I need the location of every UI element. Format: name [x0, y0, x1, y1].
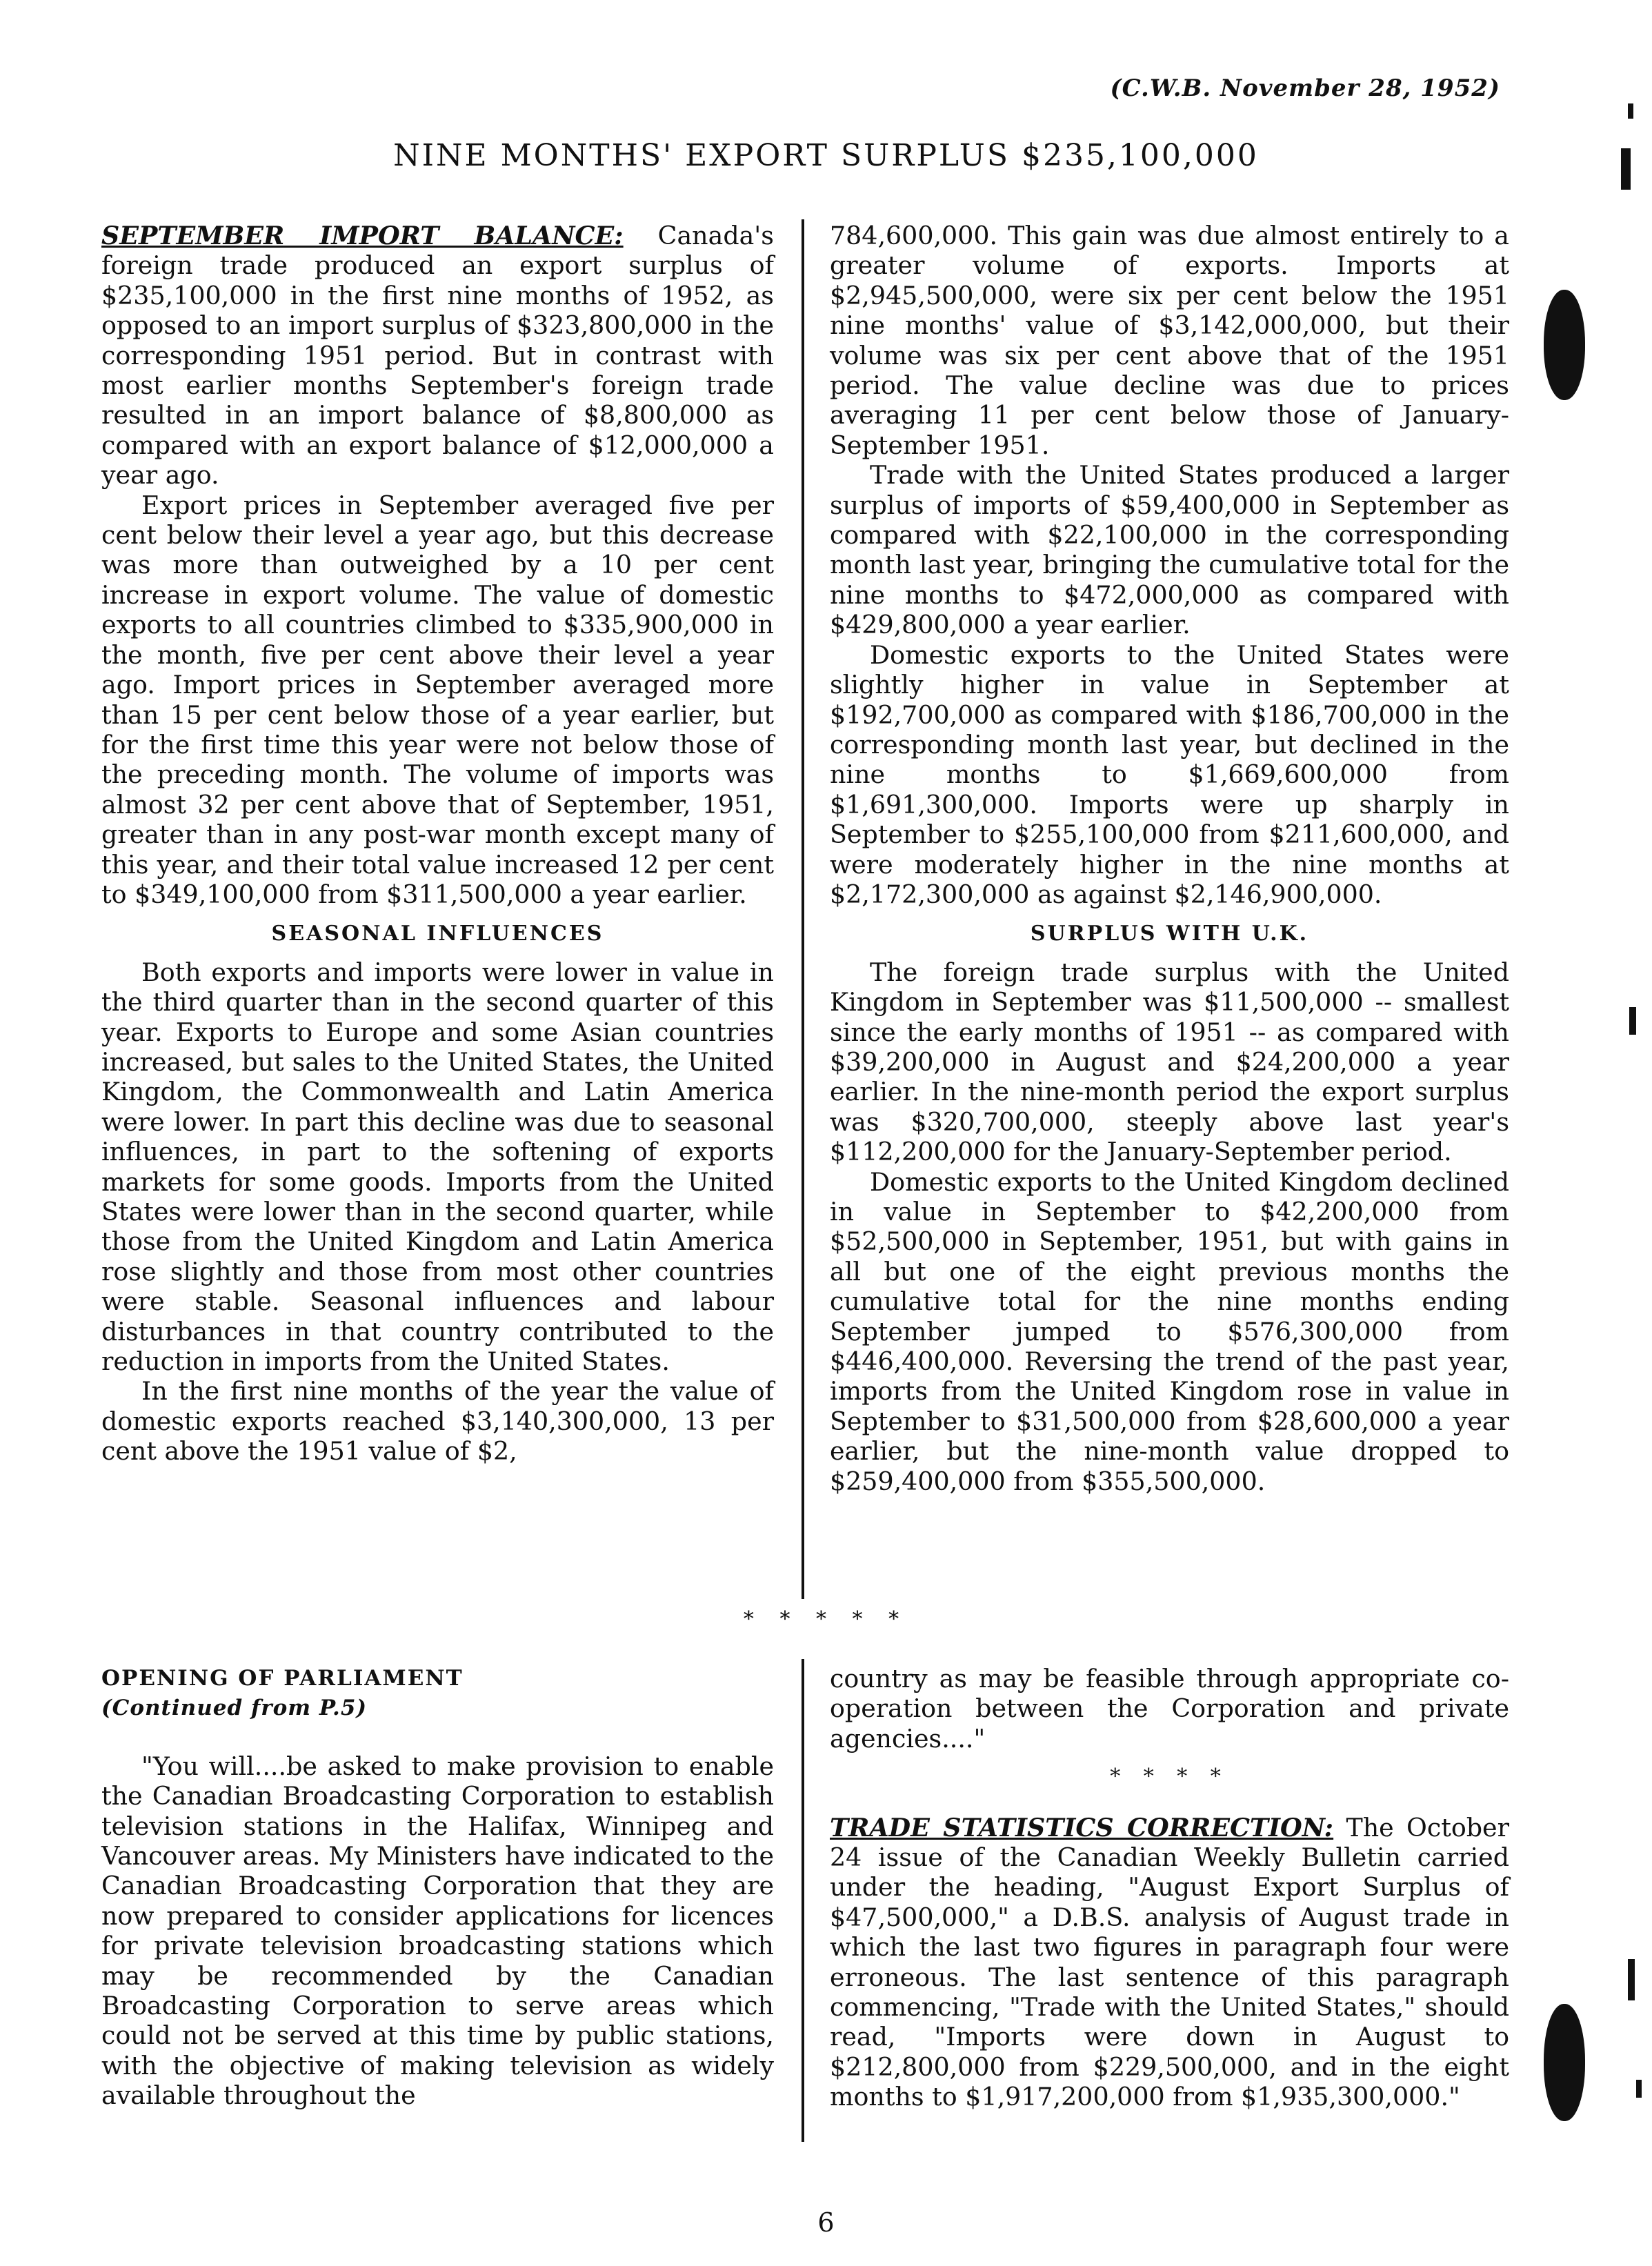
paragraph: The foreign trade surplus with the United Kingdom in September was $11,500,000 -- smallest since the early months of 1951 -- as compared with $39,200,000 in August and $24,200,000 a year earlier. In the nine-month period the export surplus was $320,700,000, steeply above last year's $112,200,000 for the January-September period. [830, 957, 1509, 1167]
section-separator: * * * * [1110, 1765, 1229, 1789]
paragraph: Domestic exports to the United States were slightly higher in value in September at $192,700,000 as compared with $186,700,000 in the corresponding month last year, but declined in the nine months to $1,669,600,000 from $1,691,300,000. Imports were up sharply in September to $255,100,000 from $211,600,000, and were moderately higher in the nine months at $2,172,300,000 as against $2,146,900,000. [830, 639, 1509, 909]
paragraph-text: Canada's foreign trade produced an export surplus of $235,100,000 in the first nine months of 1952, as opposed to an import surplus of $323,800,000 in the corresponding 1951 period. But in contrast with most earlier months September's foreign trade resulted in an import balance of $8,800,000 as compared with an export balance of $12,000,000 a year ago. [101, 221, 774, 490]
lead-heading: TRADE STATISTICS CORRECTION: [830, 1812, 1334, 1842]
paragraph: In the first nine months of the year the value of domestic exports reached $3,140,300,000, 13 per cent above the 1951 value of $2, [101, 1376, 774, 1467]
scan-mark [1628, 1959, 1635, 2000]
article-left-column [101, 221, 774, 1467]
paragraph: Both exports and imports were lower in value in the third quarter than in the second quarter of this year. Exports to Europe and some Asian countries increased, but sales to the United States, the United Kingdom, the Commonwealth and Latin America were lower. In part this decline was due to seasonal influences, in part to the softening of exports markets for some goods. Imports from the United States were lower than in the second quarter, while those from the United Kingdom and Latin America rose slightly and those from most other countries were stable. Seasonal influences and labour disturbances in that country contributed to the reduction in imports from the United States. [101, 957, 774, 1377]
subheading: SEASONAL INFLUENCES [271, 922, 604, 946]
paragraph: Domestic exports to the United Kingdom declined in value in September to $42,200,000 from $52,500,000 in September, 1951, but with gains in all but one of the eight previous months the cumulative total for the nine months ending September jumped to $576,300,000 from $446,400,000. Reversing the trend of the past year, imports from the United Kingdom rose in value in September to $31,500,000 from $28,600,000 a year earlier, but the nine-month value dropped to $259,400,000 from $355,500,000. [830, 1166, 1509, 1496]
section-heading: OPENING OF PARLIAMENT [101, 1666, 464, 1691]
binding-hole-mark [1544, 290, 1585, 400]
article-right-column [830, 221, 1509, 1496]
section-separator: * * * * * [743, 1607, 909, 1631]
paragraph [830, 1813, 1509, 2112]
parliament-left-column [101, 1664, 774, 2111]
binding-hole-mark [1544, 2004, 1585, 2121]
page-title: NINE MONTHS' EXPORT SURPLUS $235,100,000 [393, 138, 1259, 173]
column-divider [802, 1659, 804, 2142]
scan-mark [1629, 1007, 1636, 1035]
continued-note: (Continued from P.5) [101, 1696, 368, 1721]
paragraph [101, 221, 774, 490]
paragraph: country as may be feasible through appropriate co-operation between the Corporation and private agencies...." [830, 1664, 1509, 1753]
paragraph: 784,600,000. This gain was due almost entirely to a greater volume of exports. Imports at $2,945,500,000, were six per cent below the 1951 nine months' value of $3,142,000,000, but their volume was six per cent above that of the 1951 period. The value decline was due to prices averaging 11 per cent below those of January-September 1951. [830, 221, 1509, 460]
scan-mark [1621, 148, 1631, 190]
subheading: SURPLUS WITH U.K. [1030, 922, 1309, 946]
column-divider [802, 219, 804, 1599]
paragraph: "You will....be asked to make provision to enable the Canadian Broadcasting Corporation to establish television stations in the Halifax, Winnipeg and Vancouver areas. My Ministers have indicated to the Canadian Broadcasting Corporation that they are now prepared to consider applications for licences for private television broadcasting stations which may be recommended by the Canadian Broadcasting Corporation to serve areas which could not be served at this time by public stations, with the objective of making television as widely available throughout the [101, 1751, 774, 2111]
page-number: 6 [817, 2207, 835, 2238]
paragraph: Export prices in September averaged five per cent below their level a year ago, but this decrease was more than outweighed by a 10 per cent increase in export volume. The value of domestic exports to all countries climbed to $335,900,000 in the month, five per cent above their level a year ago. Import prices in September averaged more than 15 per cent below those of a year earlier, but for the first time this year were not below those of the preceding month. The volume of imports was almost 32 per cent above that of September, 1951, greater than in any post-war month except many of this year, and their total value increased 12 per cent to $349,100,000 from $311,500,000 a year earlier. [101, 490, 774, 909]
scan-mark [1628, 103, 1633, 119]
paragraph: Trade with the United States produced a larger surplus of imports of $59,400,000 in September as compared with $22,100,000 in the corresponding month last year, bringing the cumulative total for the nine months to $472,000,000 as compared with $429,800,000 a year earlier. [830, 460, 1509, 640]
parliament-right-column [830, 1664, 1509, 2112]
lead-heading: SEPTEMBER IMPORT BALANCE: [101, 221, 624, 250]
issue-citation: (C.W.B. November 28, 1952) [1110, 74, 1500, 102]
scan-mark [1636, 2080, 1642, 2098]
paragraph-text: The October 24 issue of the Canadian Weekly Bulletin carried under the heading, "August Export Surplus of $47,500,000," a D.B.S. analysis of August trade in which the last two figures in paragraph four were erroneous. The last sentence of this paragraph commencing, "Trade with the United States," should read, "Imports were down in August to $212,800,000 from $229,500,000, and in the eight months to $1,917,200,000 from $1,935,300,000." [830, 1812, 1509, 2112]
